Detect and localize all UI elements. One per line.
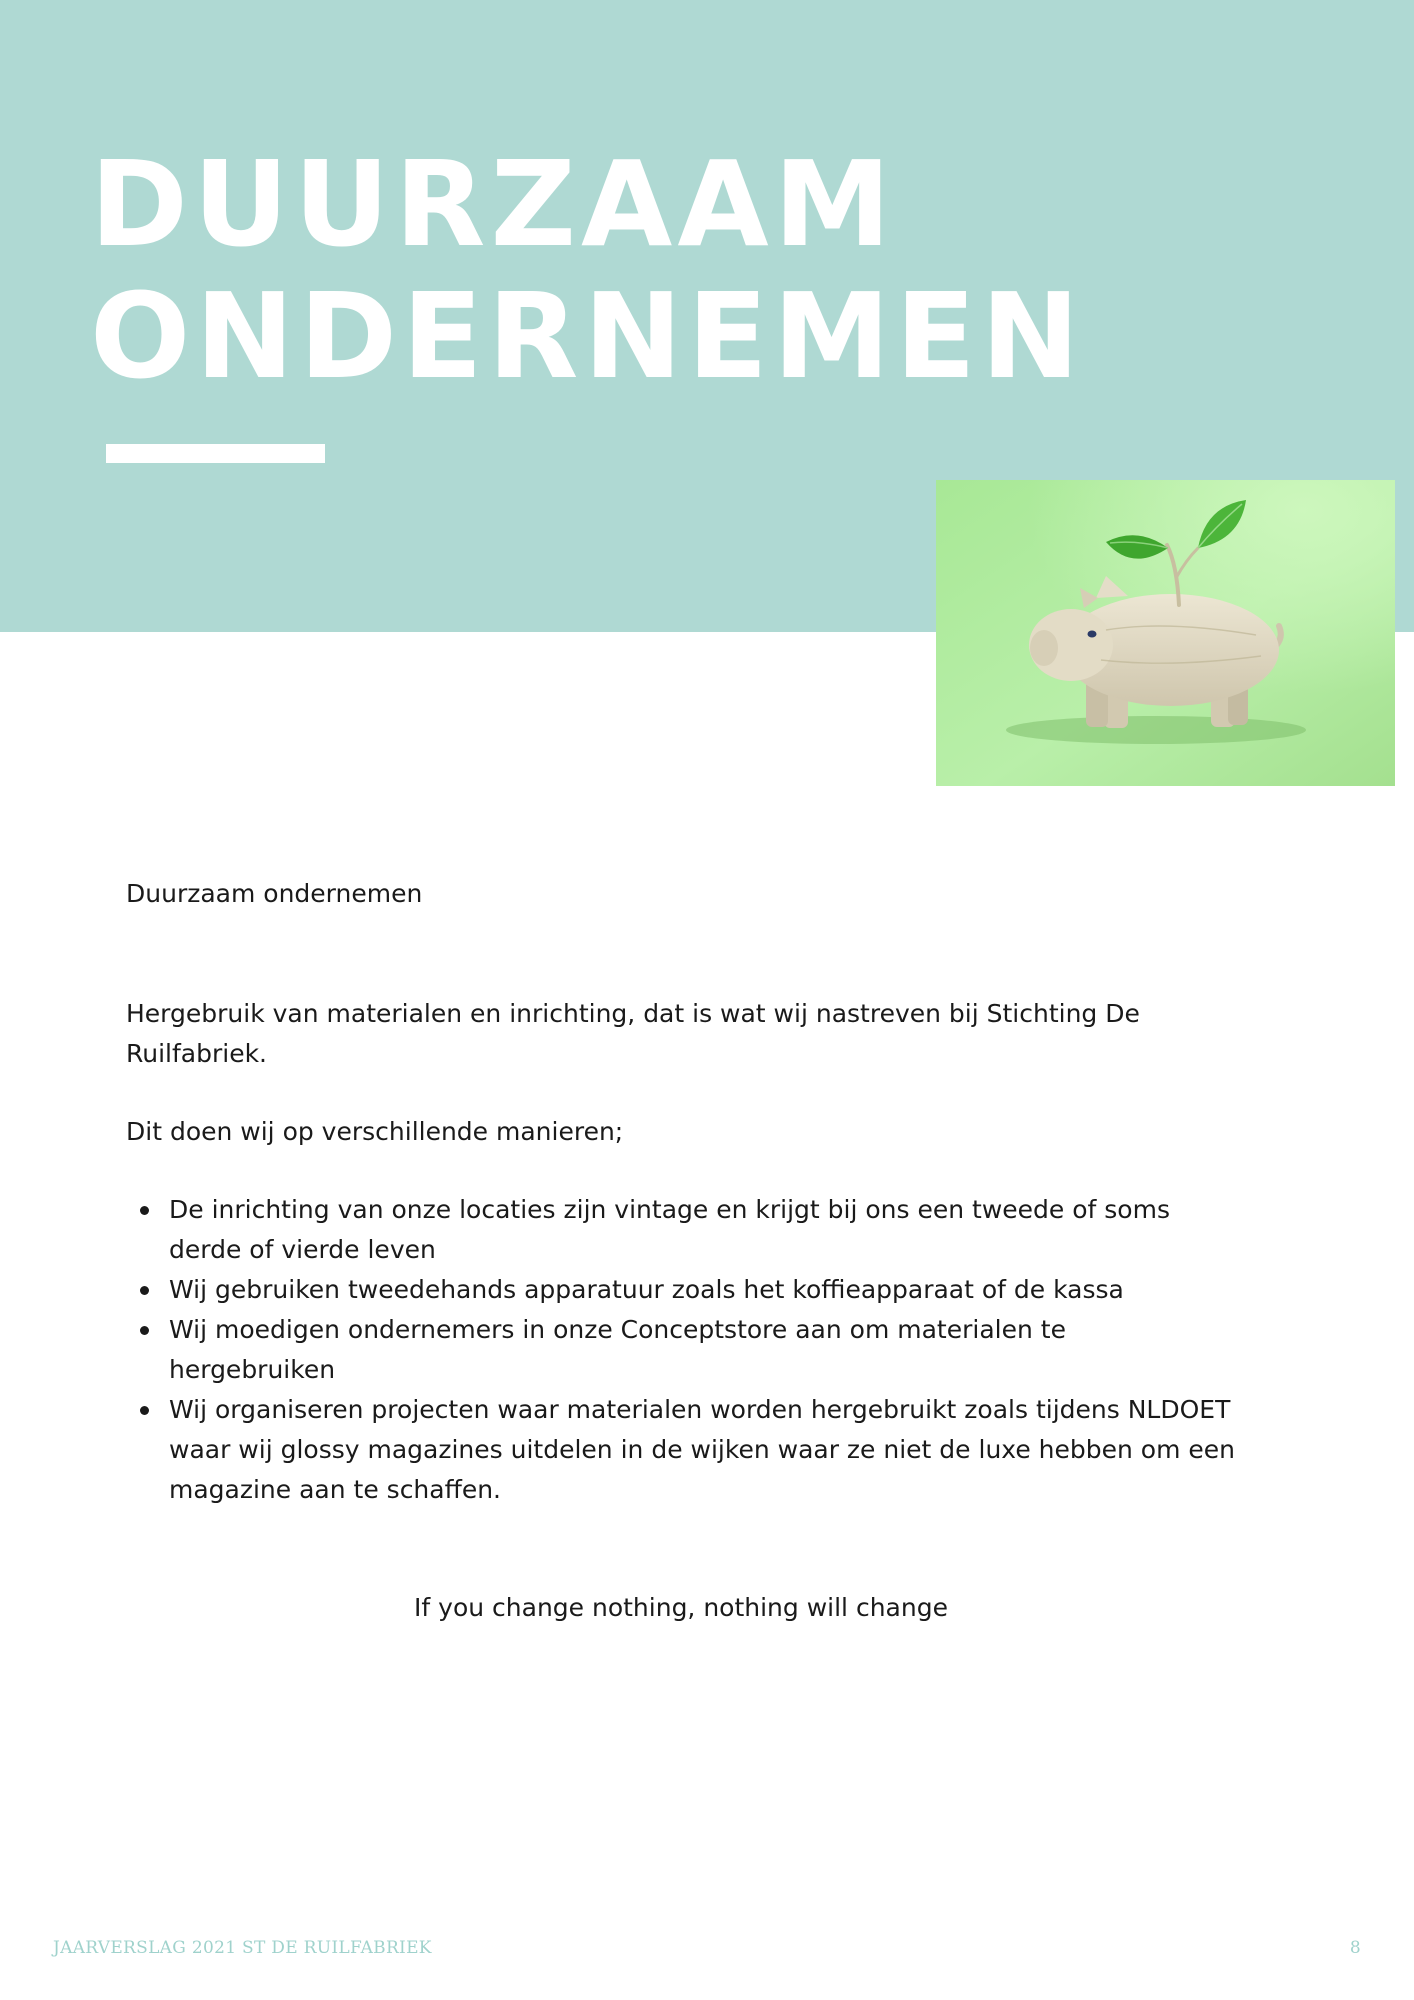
list-item: De inrichting van onze locaties zijn vintage en krijgt bij ons een tweede of soms derde of vierde leven: [126, 1190, 1236, 1270]
title-underline: [106, 444, 325, 463]
list-item: Wij gebruiken tweedehands apparatuur zoals het koffieapparaat of de kassa: [126, 1270, 1236, 1310]
footer-report-name: JAARVERSLAG 2021 ST DE RUILFABRIEK: [53, 1938, 432, 1958]
page-title: [90, 135, 1085, 405]
page-title-line-1: DUURZAAM: [90, 135, 897, 273]
piggy-bank-sprout-icon: [936, 480, 1395, 786]
page-footer: [53, 1938, 1361, 1958]
list-item: Wij organiseren projecten waar materialen worden hergebruikt zoals tijdens NLDOET waar wij glossy magazines uitdelen in de wijken waar ze niet de luxe hebben om een magazine aan te schaffen.: [126, 1390, 1236, 1510]
section-heading: Duurzaam ondernemen: [126, 879, 423, 908]
methods-list: [126, 1190, 1236, 1510]
page-title-line-2: ONDERNEMEN: [90, 267, 1085, 405]
intro-paragraph: Hergebruik van materialen en inrichting, dat is wat wij nastreven bij Stichting De Ruilfabriek.: [126, 999, 1140, 1068]
main-content: [126, 876, 1236, 1628]
footer-page-number: 8: [1349, 1938, 1361, 1958]
closing-quote: If you change nothing, nothing will change: [414, 1593, 948, 1622]
piggy-bank-photo: [936, 480, 1395, 786]
methods-intro: Dit doen wij op verschillende manieren;: [126, 1117, 624, 1146]
list-item: Wij moedigen ondernemers in onze Conceptstore aan om materialen te hergebruiken: [126, 1310, 1236, 1390]
